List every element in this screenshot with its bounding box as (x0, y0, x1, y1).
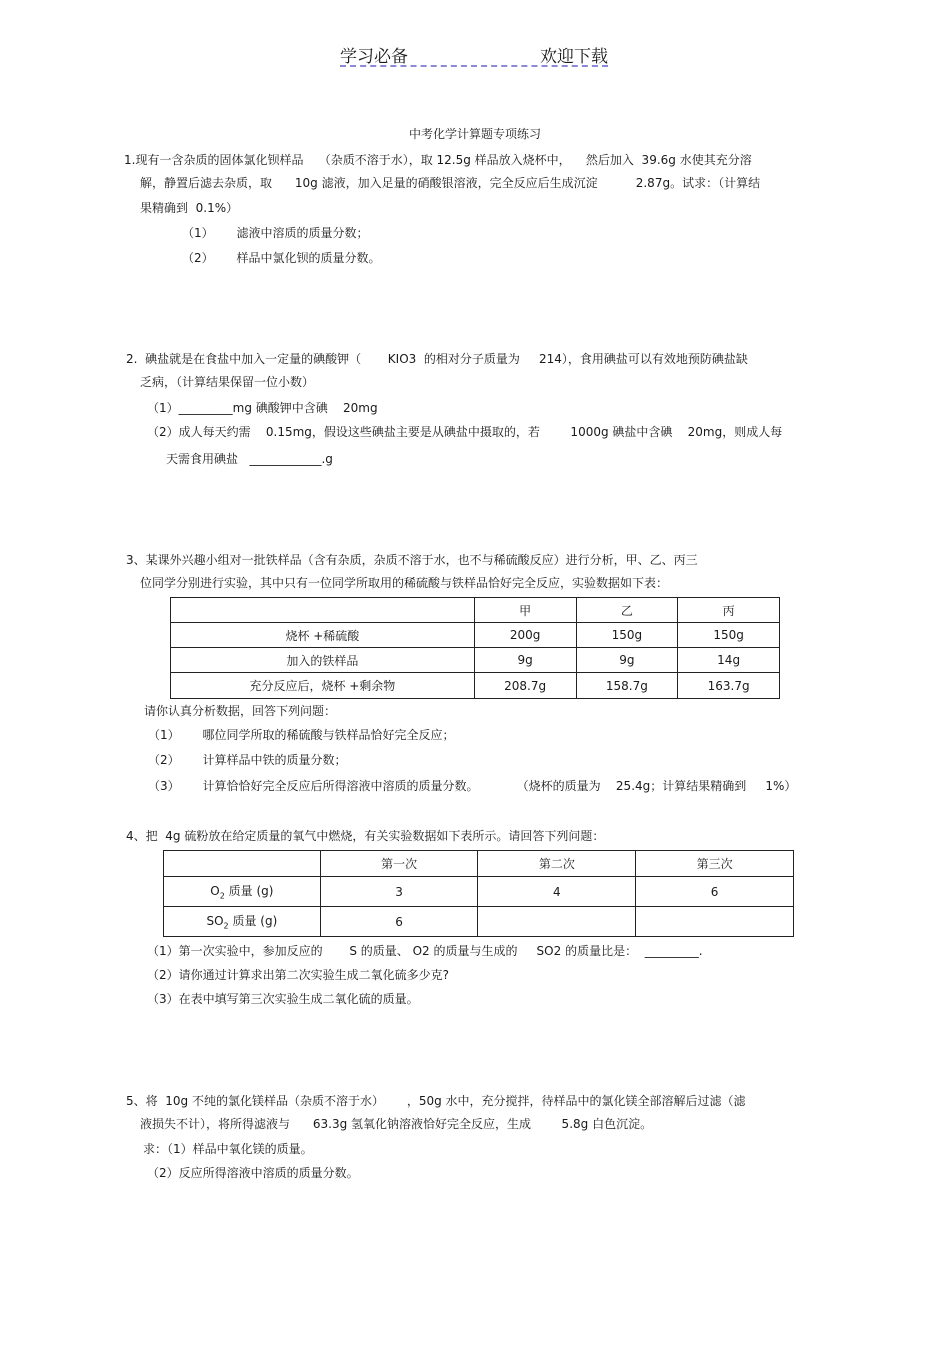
q1-line-2: 解，静置后滤去杂质，取 10g 滤液，加入足量的硝酸银溶液，完全反应后生成沉淀 2.87g。试求：（计算结 (140, 176, 761, 190)
table-cell: 6 (636, 877, 794, 907)
o2-mass-label: $O_2$ 质量 (g) (164, 877, 321, 907)
q4-data-table (163, 850, 794, 937)
table-cell: 乙 (576, 598, 678, 623)
q3-line-1: 3、某课外兴趣小组对一批铁样品（含有杂质，杂质不溶于水，也不与稀硫酸反应）进行分析，甲、乙、丙三 (126, 553, 698, 567)
q3-sub-2: （2） 计算样品中铁的质量分数； (148, 753, 347, 767)
table-cell: 6 (320, 907, 478, 937)
table-row (164, 907, 794, 937)
table-cell: 158.7g (576, 673, 678, 699)
table-cell: 150g (678, 623, 780, 648)
table-cell: 208.7g (474, 673, 576, 699)
so2-mass-label: $SO_2$ 质量 (g) (164, 907, 321, 937)
table-cell: 9g (576, 648, 678, 673)
page-header (340, 42, 608, 68)
header-right-text: 欢迎下载 (540, 47, 608, 67)
table-cell: 3 (320, 877, 478, 907)
table-row (171, 623, 780, 648)
q3-line-2: 位同学分别进行实验，其中只有一位同学所取用的稀硫酸与铁样品恰好完全反应，实验数据如下表： (140, 576, 669, 590)
q2-line-2: 乏病，（计算结果保留一位小数） (140, 375, 315, 389)
table-header-row (164, 851, 794, 877)
q4-sub-3: （3）在表中填写第三次实验生成二氧化硫的质量。 (147, 992, 419, 1006)
table-cell (164, 851, 321, 877)
q2-sub-3: 天需食用碘盐 ____________.g (166, 452, 333, 466)
table-cell (636, 907, 794, 937)
q2-sub-2: （2）成人每天约需 0.15mg，假设这些碘盐主要是从碘盐中摄取的，若 1000g 碘盐中含碘 20mg，则成人每 (147, 425, 783, 439)
q4-line-1: 4、把 4g 硫粉放在给定质量的氧气中燃烧，有关实验数据如下表所示。请回答下列问题： (126, 829, 605, 843)
table-row (164, 877, 794, 907)
q5-line-1: 5、将 10g 不纯的氯化镁样品（杂质不溶于水） ，50g 水中，充分搅拌，待样品中的氯化镁全部溶解后过滤（滤 (126, 1094, 746, 1108)
q1-sub-2: （2） 样品中氯化钡的质量分数。 (182, 251, 381, 265)
q3-data-table (170, 597, 780, 699)
table-cell (478, 907, 636, 937)
q4-sub-2: （2）请你通过计算求出第二次实验生成二氧化硫多少克? (147, 968, 450, 982)
table-cell: 163.7g (678, 673, 780, 699)
table-row (171, 673, 780, 699)
table-cell: 加入的铁样品 (171, 648, 475, 673)
q3-sub-1: （1） 哪位同学所取的稀硫酸与铁样品恰好完全反应； (148, 728, 455, 742)
table-cell: 9g (474, 648, 576, 673)
q4-sub-1: （1）第一次实验中，参加反应的 S 的质量、 O2 的质量与生成的 SO2 的质量比是： _________. (147, 944, 703, 958)
q1-line-3: 果精确到 0.1%） (140, 201, 239, 215)
q5-sub-2: （2）反应所得溶液中溶质的质量分数。 (147, 1166, 359, 1180)
q5-sub-1: 求：（1）样品中氧化镁的质量。 (143, 1142, 313, 1156)
q2-line-1: 2. 碘盐就是在食盐中加入一定量的碘酸钾（ KIO3 的相对分子质量为 214），食用碘盐可以有效地预防碘盐缺 (126, 352, 748, 366)
table-cell: 4 (478, 877, 636, 907)
document-title: 中考化学计算题专项练习 (408, 127, 541, 141)
q5-line-2: 液损失不计），将所得滤液与 63.3g 氢氧化钠溶液恰好完全反应，生成 5.8g 白色沉淀。 (140, 1117, 653, 1131)
q2-sub-1: （1）_________mg 碘酸钾中含碘 20mg (147, 401, 378, 415)
q3-after-table: 请你认真分析数据，回答下列问题： (144, 704, 337, 718)
table-cell: 甲 (474, 598, 576, 623)
table-cell: 充分反应后，烧杯 +剩余物 (171, 673, 475, 699)
table-cell: 200g (474, 623, 576, 648)
table-cell: 第一次 (320, 851, 478, 877)
q1-sub-1: （1） 滤液中溶质的质量分数； (182, 226, 369, 240)
header-left-text: 学习必备 (340, 47, 408, 67)
table-cell: 第三次 (636, 851, 794, 877)
table-row (171, 648, 780, 673)
table-cell: 14g (678, 648, 780, 673)
table-cell: 丙 (678, 598, 780, 623)
header-underline (340, 65, 608, 67)
table-cell: 第二次 (478, 851, 636, 877)
table-header-row (171, 598, 780, 623)
table-cell: 烧杯 +稀硫酸 (171, 623, 475, 648)
table-cell: 150g (576, 623, 678, 648)
q1-line-1: 1.现有一含杂质的固体氯化钡样品 （杂质不溶于水），取 12.5g 样品放入烧杯中， 然后加入 39.6g 水使其充分溶 (124, 153, 752, 167)
q3-sub-3: （3） 计算恰恰好完全反应后所得溶液中溶质的质量分数。 （烧杯的质量为 25.4g；计算结果精确到 1%） (148, 779, 797, 793)
table-cell (171, 598, 475, 623)
